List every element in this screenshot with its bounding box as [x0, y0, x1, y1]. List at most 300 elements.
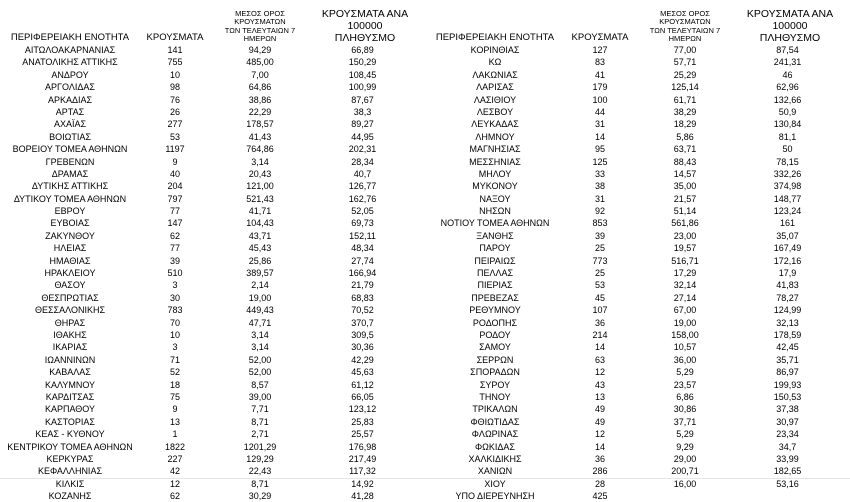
cases-cell: 12 — [594, 367, 605, 378]
region-cell: ΔΥΤΙΚΗΣ ΑΤΤΙΚΗΣ — [31, 181, 109, 192]
per100k-cell: 89,27 — [351, 119, 374, 130]
avg-cell: 38,29 — [673, 106, 697, 117]
avg-cell: 19,00 — [248, 292, 272, 303]
table-row — [425, 379, 845, 391]
cases-cell: 853 — [592, 218, 608, 229]
header-per100k-right: ΚΡΟΥΣΜΑΤΑ ΑΝΑ 100000 ΠΛΗΘΥΣΜΟ — [746, 7, 834, 44]
cases-cell: 286 — [592, 466, 608, 477]
table-row — [425, 205, 845, 217]
cases-cell: 26 — [169, 106, 180, 117]
table-row — [0, 242, 420, 254]
table-row — [425, 267, 845, 279]
per100k-cell: 150,53 — [773, 391, 802, 402]
region-cell: ΜΑΓΝΗΣΙΑΣ — [469, 144, 521, 155]
per100k-cell: 176,98 — [348, 441, 377, 452]
table-row — [0, 329, 420, 341]
per100k-cell: 66,05 — [351, 391, 374, 402]
cases-cell: 9 — [172, 156, 178, 167]
per100k-cell: 42,29 — [351, 354, 374, 365]
table-row — [0, 180, 420, 192]
cases-cell: 77 — [169, 206, 180, 217]
cases-cell: 14 — [594, 441, 605, 452]
per100k-cell: 44,95 — [351, 131, 374, 142]
table-row — [425, 441, 845, 453]
avg-cell: 41,43 — [248, 131, 272, 142]
table-row — [425, 69, 845, 81]
table-row — [0, 428, 420, 440]
per100k-cell: 62,96 — [776, 82, 799, 93]
table-row — [425, 156, 845, 168]
cases-cell: 25 — [594, 268, 605, 279]
table-row — [425, 329, 845, 341]
region-cell: ΙΚΑΡΙΑΣ — [52, 342, 88, 353]
avg-cell: 30,29 — [248, 491, 272, 502]
avg-cell: 22,43 — [248, 466, 272, 477]
per100k-cell: 108,45 — [348, 69, 377, 80]
avg-cell: 17,29 — [673, 268, 697, 279]
avg-cell: 104,43 — [246, 218, 274, 229]
per100k-cell: 46 — [782, 69, 793, 80]
avg-cell: 129,29 — [246, 453, 274, 464]
region-cell: ΜΕΣΣΗΝΙΑΣ — [469, 156, 521, 167]
avg-cell: 8,71 — [251, 416, 269, 427]
cases-cell: 31 — [594, 193, 605, 204]
per100k-cell: 370,7 — [351, 317, 374, 328]
cases-cell: 45 — [594, 292, 605, 303]
cases-cell: 98 — [169, 82, 180, 93]
per100k-cell: 14,92 — [351, 478, 374, 489]
avg-cell: 38,86 — [248, 94, 272, 105]
cases-cell: 39 — [594, 230, 605, 241]
per100k-cell: 25,57 — [351, 429, 374, 440]
table-row — [0, 131, 420, 143]
per100k-cell: 309,5 — [351, 329, 374, 340]
avg-cell: 18,29 — [673, 119, 697, 130]
cases-cell: 42 — [169, 466, 180, 477]
avg-cell: 20,43 — [248, 168, 272, 179]
table-row — [425, 143, 845, 155]
cases-cell: 38 — [594, 181, 605, 192]
table-row — [0, 478, 420, 490]
per100k-cell: 172,16 — [773, 255, 802, 266]
per100k-cell: 66,89 — [351, 45, 374, 55]
avg-cell: 51,14 — [673, 206, 697, 217]
per100k-cell: 30,97 — [776, 416, 799, 427]
per100k-cell: 50 — [782, 144, 793, 155]
cases-cell: 92 — [594, 206, 605, 217]
region-cell: ΦΛΩΡΙΝΑΣ — [471, 429, 519, 440]
cases-cell: 43 — [594, 379, 605, 390]
table-row — [0, 106, 420, 118]
cases-cell: 18 — [169, 379, 180, 390]
cases-cell: 14 — [594, 342, 605, 353]
per100k-cell: 87,54 — [776, 45, 799, 55]
region-cell: ΘΕΣΠΡΩΤΙΑΣ — [41, 292, 99, 303]
table-row — [425, 403, 845, 415]
avg-cell: 10,57 — [673, 342, 697, 353]
per100k-cell: 53,16 — [776, 478, 799, 489]
table-row — [425, 292, 845, 304]
avg-cell: 39,00 — [248, 391, 272, 402]
cases-cell: 510 — [167, 268, 183, 279]
cases-cell: 25 — [594, 243, 605, 254]
cases-cell: 71 — [169, 354, 180, 365]
cases-cell: 227 — [167, 453, 183, 464]
per100k-cell: 68,83 — [351, 292, 374, 303]
cases-cell: 214 — [592, 329, 608, 340]
per100k-cell: 17,9 — [778, 268, 797, 279]
table-row — [425, 168, 845, 180]
table-row — [425, 490, 845, 502]
table-row — [425, 416, 845, 428]
cases-cell: 141 — [167, 45, 183, 55]
per100k-cell: 45,63 — [351, 367, 374, 378]
cases-cell: 1197 — [165, 144, 185, 155]
per100k-cell: 202,31 — [348, 144, 377, 155]
avg-cell: 25,29 — [673, 69, 697, 80]
cases-cell: 3 — [172, 342, 178, 353]
avg-cell: 121,00 — [246, 181, 274, 192]
table-row — [0, 279, 420, 291]
region-cell: ΚΕΑΣ - ΚΥΘΝΟΥ — [35, 429, 105, 440]
header-cases-left: ΚΡΟΥΣΜΑΤΑ — [146, 32, 204, 44]
table-row — [0, 441, 420, 453]
header-per100k-left: ΚΡΟΥΣΜΑΤΑ ΑΝΑ 100000 ΠΛΗΘΥΣΜΟ — [321, 7, 409, 44]
table-row — [425, 81, 845, 93]
region-cell: ΣΠΟΡΑΔΩΝ — [470, 367, 520, 378]
avg-cell: 30,86 — [673, 404, 697, 415]
cases-cell: 14 — [594, 131, 605, 142]
cases-cell: 39 — [169, 255, 180, 266]
region-cell: ΦΩΚΙΔΑΣ — [475, 441, 515, 452]
cases-cell: 75 — [169, 391, 180, 402]
cases-cell: 52 — [169, 367, 180, 378]
per100k-cell: 78,27 — [776, 292, 799, 303]
region-cell: ΡΟΔΟΠΗΣ — [472, 317, 518, 328]
table-row — [0, 490, 420, 502]
per100k-cell: 150,29 — [348, 57, 377, 68]
avg-cell: 94,29 — [248, 45, 272, 55]
table-row — [0, 205, 420, 217]
per100k-cell: 37,38 — [776, 404, 799, 415]
cases-cell: 33 — [594, 168, 605, 179]
avg-cell: 35,00 — [673, 181, 697, 192]
table-row — [425, 465, 845, 477]
avg-cell: 125,14 — [671, 82, 699, 93]
region-cell: ΤΗΝΟΥ — [479, 391, 511, 402]
cases-cell: 277 — [167, 119, 183, 130]
avg-cell: 77,00 — [673, 45, 697, 55]
region-cell: ΗΜΑΘΙΑΣ — [49, 255, 91, 266]
per100k-cell: 32,13 — [776, 317, 799, 328]
avg-cell: 22,29 — [248, 106, 272, 117]
region-cell: ΣΕΡΡΩΝ — [476, 354, 514, 365]
region-cell: ΡΕΘΥΜΝΟΥ — [469, 305, 521, 316]
per100k-cell: 332,26 — [773, 168, 802, 179]
avg-cell — [635, 490, 735, 502]
table-row — [0, 292, 420, 304]
avg-cell: 521,43 — [246, 193, 274, 204]
per100k-cell: 23,34 — [776, 429, 799, 440]
region-cell: ΑΡΤΑΣ — [55, 106, 85, 117]
cases-cell: 76 — [169, 94, 180, 105]
table-row — [425, 242, 845, 254]
region-cell: ΤΡΙΚΑΛΩΝ — [472, 404, 518, 415]
avg-cell: 36,00 — [673, 354, 697, 365]
cases-cell: 10 — [169, 329, 180, 340]
table-row — [0, 168, 420, 180]
table-row — [0, 255, 420, 267]
per100k-cell: 40,7 — [353, 168, 372, 179]
region-cell: ΔΡΑΜΑΣ — [51, 168, 89, 179]
region-cell: ΙΩΑΝΝΙΝΩΝ — [44, 354, 96, 365]
region-cell: ΡΟΔΟΥ — [479, 329, 511, 340]
per100k-cell: 41,83 — [776, 280, 799, 291]
region-cell: ΗΛΕΙΑΣ — [53, 243, 87, 254]
avg-cell: 5,29 — [676, 429, 694, 440]
cases-cell: 62 — [169, 491, 180, 502]
avg-cell: 43,71 — [248, 230, 272, 241]
avg-cell: 485,00 — [246, 57, 274, 68]
region-cell: ΠΙΕΡΙΑΣ — [477, 280, 513, 291]
per100k-cell: 87,67 — [351, 94, 374, 105]
region-cell: ΑΙΤΩΛΟΑΚΑΡΝΑΝΙΑΣ — [24, 45, 116, 55]
table-row — [425, 94, 845, 106]
avg-cell: 3,14 — [251, 156, 269, 167]
cases-cell: 30 — [169, 292, 180, 303]
per100k-cell: 42,45 — [776, 342, 799, 353]
table-row — [425, 453, 845, 465]
region-cell: ΖΑΚΥΝΘΟΥ — [45, 230, 95, 241]
per100k-cell: 123,24 — [773, 206, 802, 217]
cases-cell: 53 — [594, 280, 605, 291]
region-cell: ΥΠΟ ΔΙΕΡΕΥΝΗΣΗ — [455, 491, 535, 502]
per100k-cell: 152,11 — [349, 230, 376, 241]
region-cell: ΘΗΡΑΣ — [54, 317, 86, 328]
cases-cell: 3 — [172, 280, 178, 291]
region-cell: ΗΡΑΚΛΕΙΟΥ — [44, 268, 96, 279]
avg-cell: 516,71 — [671, 255, 699, 266]
per100k-cell: 81,1 — [778, 131, 797, 142]
table-row — [425, 230, 845, 242]
cases-cell: 1 — [172, 429, 178, 440]
per100k-cell: 86,97 — [776, 367, 799, 378]
region-cell: ΙΘΑΚΗΣ — [53, 329, 87, 340]
avg-cell: 88,43 — [673, 156, 697, 167]
cases-cell: 204 — [167, 181, 183, 192]
per100k-cell: 132,66 — [773, 94, 802, 105]
per100k-cell — [735, 490, 840, 502]
cases-cell: 41 — [594, 69, 605, 80]
table-row — [0, 391, 420, 403]
region-cell: ΘΕΣΣΑΛΟΝΙΚΗΣ — [34, 305, 106, 316]
avg-cell: 41,71 — [248, 206, 272, 217]
region-cell: ΛΕΥΚΑΔΑΣ — [471, 119, 519, 130]
region-cell: ΦΘΙΩΤΙΔΑΣ — [470, 416, 520, 427]
cases-cell: 31 — [594, 119, 605, 130]
per100k-cell: 182,65 — [773, 466, 802, 477]
avg-cell: 64,86 — [248, 82, 272, 93]
region-cell: ΧΙΟΥ — [484, 478, 506, 489]
table-row — [0, 317, 420, 329]
avg-cell: 7,71 — [251, 404, 269, 415]
avg-cell: 19,57 — [673, 243, 697, 254]
per100k-cell: 241,31 — [773, 57, 802, 68]
header-region-left: ΠΕΡΙΦΕΡΕΙΑΚΗ ΕΝΟΤΗΤΑ — [10, 32, 130, 44]
avg-cell: 47,71 — [248, 317, 272, 328]
avg-cell: 21,57 — [673, 193, 697, 204]
table-row — [425, 391, 845, 403]
table-row — [0, 403, 420, 415]
avg-cell: 32,14 — [673, 280, 697, 291]
table-row — [0, 379, 420, 391]
avg-cell: 158,00 — [671, 329, 699, 340]
bottom-divider — [0, 478, 850, 479]
avg-cell: 9,29 — [676, 441, 694, 452]
region-cell: ΑΡΚΑΔΙΑΣ — [47, 94, 93, 105]
avg-cell: 561,86 — [671, 218, 699, 229]
avg-cell: 5,86 — [676, 131, 694, 142]
avg-cell: 29,00 — [673, 453, 697, 464]
region-cell: ΧΑΛΚΙΔΙΚΗΣ — [468, 453, 522, 464]
per100k-cell: 100,99 — [348, 82, 377, 93]
cases-cell: 49 — [594, 404, 605, 415]
region-cell: ΚΑΡΠΑΘΟΥ — [44, 404, 96, 415]
avg-cell: 19,00 — [673, 317, 697, 328]
region-cell: ΛΗΜΝΟΥ — [475, 131, 515, 142]
per100k-cell: 35,71 — [776, 354, 799, 365]
region-cell: ΣΥΡΟΥ — [479, 379, 511, 390]
region-cell: ΛΑΡΙΣΑΣ — [476, 82, 514, 93]
table-row — [425, 428, 845, 440]
table-row — [425, 317, 845, 329]
avg-cell: 16,00 — [673, 478, 697, 489]
per100k-cell: 21,79 — [351, 280, 374, 291]
region-cell: ΝΑΞΟΥ — [479, 193, 511, 204]
header-avg-left: ΜΕΣΟΣ ΟΡΟΣ ΚΡΟΥΣΜΑΤΩΝ ΤΩΝ ΤΕΛΕΥΤΑΙΩΝ 7 ΗΜΕΡΩΝ — [224, 8, 296, 44]
avg-cell: 8,71 — [251, 478, 269, 489]
cases-cell: 13 — [169, 416, 180, 427]
avg-cell: 52,00 — [248, 367, 272, 378]
per100k-cell: 199,93 — [773, 379, 802, 390]
cases-cell: 63 — [594, 354, 605, 365]
per100k-cell: 117,32 — [349, 466, 376, 477]
avg-cell: 389,57 — [246, 268, 274, 279]
avg-cell: 2,14 — [251, 280, 269, 291]
table-row — [425, 131, 845, 143]
avg-cell: 45,43 — [248, 243, 272, 254]
avg-cell: 52,00 — [248, 354, 272, 365]
region-cell: ΝΟΤΙΟΥ ΤΟΜΕΑ ΑΘΗΝΩΝ — [440, 218, 550, 229]
region-cell: ΜΥΚΟΝΟΥ — [472, 181, 518, 192]
region-cell: ΞΑΝΘΗΣ — [476, 230, 514, 241]
cases-cell: 36 — [594, 317, 605, 328]
cases-cell: 107 — [592, 305, 608, 316]
region-cell: ΧΑΝΙΩΝ — [477, 466, 513, 477]
table-row — [425, 255, 845, 267]
per100k-cell: 27,74 — [351, 255, 374, 266]
cases-cell: 125 — [592, 156, 608, 167]
avg-cell: 63,71 — [673, 144, 697, 155]
table-row — [0, 267, 420, 279]
avg-cell: 1201,29 — [243, 441, 277, 452]
region-cell: ΚΕΝΤΡΙΚΟΥ ΤΟΜΕΑ ΑΘΗΝΩΝ — [7, 441, 133, 452]
cases-cell: 147 — [167, 218, 183, 229]
per100k-cell: 50,9 — [778, 106, 797, 117]
per100k-cell: 126,77 — [348, 181, 377, 192]
per100k-cell: 48,34 — [351, 243, 374, 254]
table-row — [0, 230, 420, 242]
avg-cell: 764,86 — [246, 144, 274, 155]
avg-cell: 178,57 — [246, 119, 274, 130]
per100k-cell: 30,36 — [351, 342, 374, 353]
table-row — [0, 94, 420, 106]
per100k-cell: 35,07 — [776, 230, 799, 241]
table-row — [0, 69, 420, 81]
table-row — [0, 453, 420, 465]
cases-cell: 49 — [594, 416, 605, 427]
cases-cell: 77 — [169, 243, 180, 254]
table-row — [425, 217, 845, 229]
per100k-cell: 52,05 — [351, 206, 374, 217]
cases-cell: 425 — [592, 491, 608, 502]
table-row — [425, 354, 845, 366]
region-cell: ΠΕΙΡΑΙΩΣ — [474, 255, 516, 266]
region-cell: ΜΗΛΟΥ — [478, 168, 512, 179]
avg-cell: 200,71 — [671, 466, 699, 477]
region-cell: ΠΡΕΒΕΖΑΣ — [471, 292, 519, 303]
table-row — [425, 118, 845, 130]
per100k-cell: 162,76 — [348, 193, 377, 204]
per100k-cell: 70,52 — [351, 305, 374, 316]
region-cell: ΚΑΣΤΟΡΙΑΣ — [45, 416, 95, 427]
per100k-cell: 130,84 — [773, 119, 802, 130]
header-avg-right: ΜΕΣΟΣ ΟΡΟΣ ΚΡΟΥΣΜΑΤΩΝ ΤΩΝ ΤΕΛΕΥΤΑΙΩΝ 7 ΗΜΕΡΩΝ — [649, 8, 721, 44]
table-row — [0, 304, 420, 316]
avg-cell: 61,71 — [673, 94, 697, 105]
table-row — [425, 341, 845, 353]
per100k-cell: 167,49 — [773, 243, 802, 254]
per100k-cell: 78,15 — [776, 156, 799, 167]
region-cell: ΚΟΖΑΝΗΣ — [48, 491, 92, 502]
avg-cell: 23,00 — [673, 230, 697, 241]
region-cell: ΑΧΑΪΑΣ — [53, 119, 87, 130]
region-cell: ΚΕΦΑΛΛΗΝΙΑΣ — [37, 466, 103, 477]
per100k-cell: 69,73 — [351, 218, 374, 229]
region-cell: ΔΥΤΙΚΟΥ ΤΟΜΕΑ ΑΘΗΝΩΝ — [13, 193, 127, 204]
table-row — [425, 304, 845, 316]
region-cell: ΚΑΛΥΜΝΟΥ — [44, 379, 96, 390]
avg-cell: 7,00 — [251, 69, 269, 80]
region-cell: ΛΕΣΒΟΥ — [476, 106, 514, 117]
cases-cell: 13 — [594, 391, 605, 402]
region-cell: ΑΡΓΟΛΙΔΑΣ — [45, 82, 95, 93]
avg-cell: 3,14 — [251, 329, 269, 340]
per100k-cell: 178,59 — [773, 329, 802, 340]
region-cell: ΚΩ — [488, 57, 502, 68]
cases-cell: 10 — [169, 69, 180, 80]
table-row — [0, 416, 420, 428]
avg-cell: 23,57 — [673, 379, 697, 390]
region-cell: ΑΝΔΡΟΥ — [51, 69, 89, 80]
table-row — [425, 44, 845, 56]
table-row — [425, 279, 845, 291]
cases-cell: 36 — [594, 453, 605, 464]
region-cell: ΒΟΡΕΙΟΥ ΤΟΜΕΑ ΑΘΗΝΩΝ — [12, 144, 128, 155]
table-row — [425, 366, 845, 378]
table-row — [0, 44, 420, 56]
per100k-cell: 374,98 — [773, 181, 802, 192]
